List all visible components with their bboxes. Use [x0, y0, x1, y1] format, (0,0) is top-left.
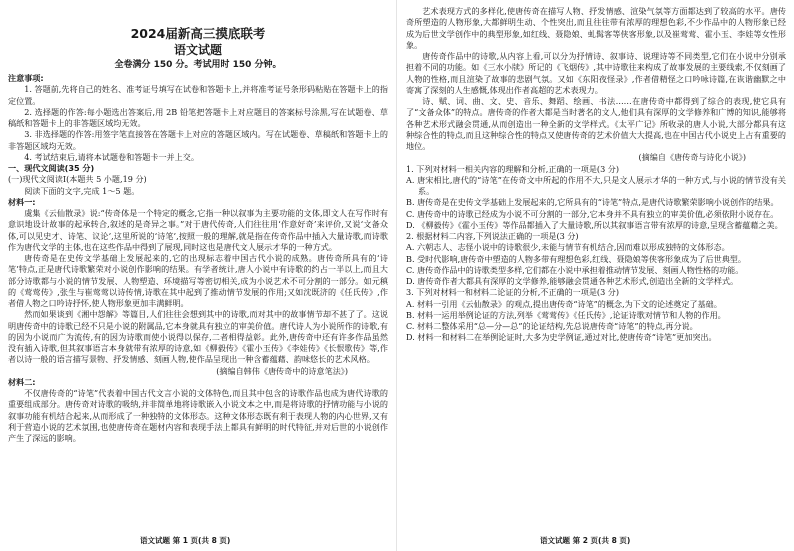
question-1-option-a: A. 唐宋相比,唐代的“诗笔”在传奇文中所起的作用不大,只是文人展示才华的一种方式,与小说的情节没有关系。 [406, 174, 786, 196]
right-column [406, 6, 786, 344]
question-1-option-d: D. 《柳毅传》《霍小玉传》等作品都插入了大量诗歌,所以其叙事语言带有浓厚的诗意,呈现含蓄蕴藉之美。 [406, 219, 783, 230]
question-3-option-c: C. 材料二整体采用“总—分—总”的论证结构,先总说唐传奇“诗笔”的特点,再分说。 [406, 321, 698, 331]
exam-subject: 语文试题 [173, 43, 222, 57]
question-3-option-b: B. 材料一运用举例论证的方法,列举《莺莺传》《任氏传》,论证诗歌对情节和人物的作用。 [406, 309, 726, 320]
material1-label: 材料一: [8, 196, 36, 207]
notes-label: 注意事项: [8, 73, 44, 83]
material2-para-1: 不仅唐传奇的“诗笔”代表着中国古代文言小说的文体特色,而且其中包含的诗歌作品也成为唐代诗歌的重要组成部分。唐传奇对诗歌的吸纳,并非简单地将诗歌嵌入小说文本之中,而是将诗歌的抒情功能与小说的叙事功能有机结合起来,从而形成了一种独特的文体形态。这种文体形态既有利于表现人物的内心世界,又有利于营造小说的艺术氛围,也使唐传奇在题材内容和表现手法上都具有鲜明的时代特征,并对后世的小说创作产生了深远的影响。 [8, 388, 388, 443]
material1-para-1: 虞集《云仙散录》说:“传奇体是一个特定的概念,它指一种以叙事为主要功能的文体,即文人在写作时有意识地设计故事的起承转合,叙述的是奇异之事。”对于唐代传奇,人们往往用‘作意好奇’来评价,又说‘文备众体,可以见史才、诗笔、议论’,这里所说的‘诗笔’,按照一般的理解,就是指在传奇作品中插入大量诗歌,而诗歌作为唐代文学的主体,也在这些作品中得到了展现,同时这也是唐代文人展示才华的一种方式。 [8, 208, 388, 252]
material1-source: (摘编自韩伟《唐传奇中的诗意笔法》) [216, 365, 348, 376]
section-sub: (一)现代文阅读Ⅰ(本题共 5 小题,19 分) [8, 174, 147, 185]
question-3-option-a: A. 材料一引用《云仙散录》的观点,提出唐传奇“诗笔”的概念,为下文的论述奠定了基础。 [406, 298, 722, 309]
question-2-option-a: A. 六朝志人、志怪小说中的诗歌很少,未能与情节有机结合,因而难以形成独特的文体形态。 [406, 242, 730, 253]
material2-para-2: 艺术表现方式的多样化,使唐传奇在描写人物、抒发情感、渲染气氛等方面都达到了较高的水平。唐传奇所塑造的人物形象,大都鲜明生动、个性突出,而且往往带有浓厚的理想色彩,不少作品中的人物形象已经成为后世文学创作中的典型形象,如红线、聂隐娘、虬髯客等侠客形象,以及崔莺莺、霍小玉、李娃等女性形象。 [406, 6, 786, 50]
question-1-option-c: C. 唐传奇中的诗歌已经成为小说不可分割的一部分,它本身并不具有独立的审美价值,必须依附小说存在。 [406, 208, 779, 219]
exam-title: 2024届新高三摸底联考 [130, 26, 266, 41]
question-2-stem: 2. 根据材料二内容,下列说法正确的一项是(3 分) [406, 231, 579, 241]
question-3-stem: 3. 下列对材料一和材料二论证的分析,不正确的一项是(3 分) [406, 287, 620, 298]
question-3-option-d: D. 材料一和材料二在举例论证时,大多为史学例证,通过对比,使唐传奇“诗笔”更加突出。 [406, 332, 717, 343]
material1-para-3: 然而如果谈到《湘中怨解》等篇目,人们往往会想到其中的诗歌,而对其中的故事情节却不甚了了。这说明唐传奇中的诗歌已经不只是小说的附属品,它本身就具有独立的审美价值。唐代诗人为小说所作的诗歌,有的因为小说而广为流传,有的因为诗歌而使小说得以保存,二者相得益彰。此外,唐传奇中还有许多作品虽然没有插入诗歌,但其叙事语言本身就带有浓厚的诗意,如《柳毅传》《霍小玉传》《李娃传》《长恨歌传》等,作者以诗一般的语言描写景物、抒发情感、刻画人物,使作品呈现出一种含蓄蕴藉、韵味悠长的艺术风格。 [8, 309, 388, 365]
material2-para-3: 唐传奇作品中的诗歌,从内容上看,可以分为抒情诗、叙事诗、说理诗等不同类型,它们在小说中分别承担着不同的功能。如《三水小牍》所记的《飞烟传》,其中诗歌往来构成了故事发展的主要线索,不仅刻画了人物的性格,而且渲染了故事的悲剧气氛。又如《东阳夜怪录》,作者借精怪之口吟咏诗篇,在诙谐幽默之中寄寓了深刻的人生感慨,体现出作者高超的艺术表现力。 [406, 51, 786, 95]
note-2: 2. 选择题的作答:每小题选出答案后,用 2B 铅笔把答题卡上对应题目的答案标号涂黑,写在试题卷、草稿纸和答题卡上的非答题区域均无效。 [8, 106, 388, 128]
note-3: 3. 非选择题的作答:用签字笔直接答在答题卡上对应的答题区域内。写在试题卷、草稿纸和答题卡上的非答题区域均无效。 [8, 129, 388, 151]
page-divider [396, 0, 397, 551]
question-1-stem: 1. 下列对材料一相关内容的理解和分析,正确的一项是(3 分) [406, 163, 620, 174]
material1-para-2: 唐传奇是在史传文学基础上发展起来的,它的出现标志着中国古代小说的成熟。唐传奇所具有的‘诗笔’特点,正是唐代诗歌繁荣对小说创作影响的结果。有学者统计,唐人小说中有诗歌的约占一半以上,而且大部分诗歌都与小说的情节发展、人物塑造、环境描写等密切相关,成为小说艺术不可分割的一部分。如元稹的《莺莺传》,张生与崔莺莺以诗传情,诗歌在其中起到了推动情节发展的作用;又如沈既济的《任氏传》,作者借人物之口吟诗抒怀,使人物形象更加丰满鲜明。 [8, 253, 388, 308]
question-1-option-b: B. 唐传奇是在史传文学基础上发展起来的,它所具有的“诗笔”特点,是唐代诗歌繁荣影响小说创作的结果。 [406, 197, 779, 208]
left-column [8, 6, 388, 444]
note-4: 4. 考试结束后,请将本试题卷和答题卡一并上交。 [24, 151, 199, 162]
footer-right-page-number: 语文试题 第 2 页(共 8 页) [540, 536, 631, 545]
question-2-option-c: C. 唐传奇作品中的诗歌类型多样,它们都在小说中承担着推动情节发展、刻画人物性格的功能。 [406, 264, 744, 275]
material2-label: 材料二: [8, 376, 36, 387]
question-2-option-d: D. 唐传奇作者大都具有深厚的文学修养,能够融会贯通各种艺术形式,创造出全新的文学样式。 [406, 276, 739, 286]
question-2-option-b: B. 受时代影响,唐传奇中塑造的人物多带有理想色彩,红线、聂隐娘等侠客形象成为了后世典型。 [406, 253, 746, 264]
section-instruction: 阅读下面的文字,完成 1～5 题。 [24, 185, 140, 196]
note-1: 1. 答题前,先将自己的姓名、准考证号填写在试卷和答题卡上,并将准考证号条形码粘贴在答题卡上的指定位置。 [8, 84, 388, 106]
material2-source: (摘编自《唐传奇与诗化小说》) [638, 152, 746, 163]
footer-left-page-number: 语文试题 第 1 页(共 8 页) [140, 536, 231, 545]
score-line: 全卷满分 150 分。考试用时 150 分钟。 [114, 60, 282, 70]
section-title: 一、现代文阅读(35 分) [8, 163, 95, 173]
material2-para-4: 诗、赋、词、曲、文、史、音乐、舞蹈、绘画、书法……在唐传奇中都得到了综合的表现,使它具有了“文备众体”的特点。唐传奇的作者大都是当时著名的文人,他们具有深厚的文学修养和广博的知识,能够将各种艺术形式融会贯通,从而创造出一种全新的文学样式。《太平广记》所收录的唐人小说,大部分都具有这种综合性的特点,而且这种综合性的特点又使唐传奇的艺术价值大大提高,也在中国古代小说史上占有重要的地位。 [406, 96, 786, 151]
